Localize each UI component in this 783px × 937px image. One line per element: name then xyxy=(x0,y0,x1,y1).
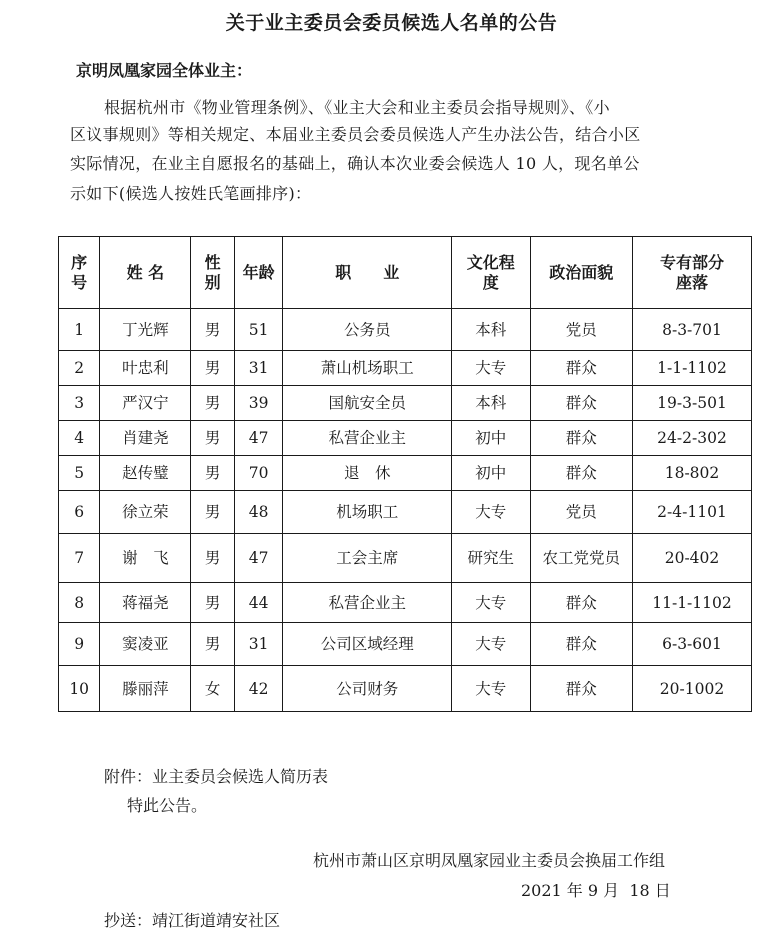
cell-index: 4 xyxy=(59,421,100,456)
cell-name: 滕丽萍 xyxy=(100,666,191,712)
cell-age: 70 xyxy=(234,456,283,491)
cell-occupation: 机场职工 xyxy=(283,491,452,534)
table-row xyxy=(59,351,752,386)
cell-politics: 党员 xyxy=(530,491,632,534)
closing-text: 特此公告。 xyxy=(127,796,208,815)
cell-gender: 男 xyxy=(191,421,234,456)
cell-index: 7 xyxy=(59,534,100,583)
cell-occupation: 公司区域经理 xyxy=(283,623,452,666)
candidate-table xyxy=(58,236,752,712)
cell-address: 20-1002 xyxy=(633,666,752,712)
cell-gender: 男 xyxy=(191,534,234,583)
cell-gender: 男 xyxy=(191,351,234,386)
cell-address: 2-4-1101 xyxy=(633,491,752,534)
cell-index: 5 xyxy=(59,456,100,491)
cc-recipient: 抄送：靖江街道靖安社区 xyxy=(104,911,281,930)
cell-age: 47 xyxy=(234,421,283,456)
cell-address: 18-802 xyxy=(633,456,752,491)
cell-age: 31 xyxy=(234,351,283,386)
cell-name: 窦凌亚 xyxy=(100,623,191,666)
cell-gender: 男 xyxy=(191,386,234,421)
cell-gender: 男 xyxy=(191,623,234,666)
intro-paragraph-line: 示如下(候选人按姓氏笔画排序)： xyxy=(70,184,312,203)
cell-address: 8-3-701 xyxy=(633,309,752,351)
table-row xyxy=(59,309,752,351)
table-header-row xyxy=(59,237,752,309)
cell-index: 10 xyxy=(59,666,100,712)
cell-politics: 群众 xyxy=(530,623,632,666)
cell-address: 11-1-1102 xyxy=(633,583,752,623)
cell-name: 严汉宁 xyxy=(100,386,191,421)
cell-address: 1-1-1102 xyxy=(633,351,752,386)
cell-age: 39 xyxy=(234,386,283,421)
cell-education: 初中 xyxy=(452,421,531,456)
cell-gender: 男 xyxy=(191,583,234,623)
cell-age: 48 xyxy=(234,491,283,534)
cell-education: 研究生 xyxy=(452,534,531,583)
cell-name: 丁光辉 xyxy=(100,309,191,351)
cell-index: 1 xyxy=(59,309,100,351)
cell-age: 47 xyxy=(234,534,283,583)
table-row xyxy=(59,456,752,491)
cell-address: 6-3-601 xyxy=(633,623,752,666)
cell-occupation: 工会主席 xyxy=(283,534,452,583)
cell-politics: 群众 xyxy=(530,351,632,386)
cell-age: 42 xyxy=(234,666,283,712)
cell-age: 44 xyxy=(234,583,283,623)
intro-paragraph-line: 实际情况，在业主自愿报名的基础上，确认本次业委会候选人 10 人，现名单公 xyxy=(70,154,640,173)
issuing-organization: 杭州市萧山区京明凤凰家园业主委员会换届工作组 xyxy=(313,851,666,870)
cell-name: 赵传璧 xyxy=(100,456,191,491)
cell-politics: 群众 xyxy=(530,456,632,491)
cell-index: 3 xyxy=(59,386,100,421)
cell-education: 初中 xyxy=(452,456,531,491)
cell-age: 51 xyxy=(234,309,283,351)
cell-gender: 男 xyxy=(191,456,234,491)
cell-education: 大专 xyxy=(452,666,531,712)
header-education: 文化程 度 xyxy=(452,237,531,309)
cell-education: 本科 xyxy=(452,386,531,421)
header-occupation: 职 业 xyxy=(283,237,452,309)
cell-occupation: 萧山机场职工 xyxy=(283,351,452,386)
cell-name: 叶忠利 xyxy=(100,351,191,386)
cell-name: 肖建尧 xyxy=(100,421,191,456)
cell-occupation: 公司财务 xyxy=(283,666,452,712)
cell-occupation: 国航安全员 xyxy=(283,386,452,421)
intro-paragraph-line: 区议事规则》等相关规定、本届业主委员会委员候选人产生办法公告，结合小区 xyxy=(70,125,641,144)
table-row xyxy=(59,534,752,583)
cell-address: 24-2-302 xyxy=(633,421,752,456)
cell-name: 徐立荣 xyxy=(100,491,191,534)
cell-education: 大专 xyxy=(452,623,531,666)
cell-gender: 男 xyxy=(191,491,234,534)
table-row xyxy=(59,666,752,712)
intro-paragraph-line: 根据杭州市《物业管理条例》、《业主大会和业主委员会指导规则》、《小 xyxy=(104,98,610,117)
cell-name: 谢 飞 xyxy=(100,534,191,583)
cell-gender: 女 xyxy=(191,666,234,712)
cell-index: 6 xyxy=(59,491,100,534)
cell-occupation: 公务员 xyxy=(283,309,452,351)
issue-date: 2021 年 9 月 18 日 xyxy=(521,881,671,900)
header-index: 序 号 xyxy=(59,237,100,309)
cell-politics: 农工党党员 xyxy=(530,534,632,583)
table-row xyxy=(59,583,752,623)
cell-occupation: 私营企业主 xyxy=(283,421,452,456)
table-row xyxy=(59,491,752,534)
cell-index: 9 xyxy=(59,623,100,666)
cell-gender: 男 xyxy=(191,309,234,351)
header-politics: 政治面貌 xyxy=(530,237,632,309)
cell-address: 19-3-501 xyxy=(633,386,752,421)
cell-politics: 党员 xyxy=(530,309,632,351)
page-title: 关于业主委员会委员候选人名单的公告 xyxy=(225,12,558,34)
table-row xyxy=(59,421,752,456)
attachment-note: 附件：业主委员会候选人简历表 xyxy=(104,767,329,786)
table-row xyxy=(59,623,752,666)
cell-index: 8 xyxy=(59,583,100,623)
cell-address: 20-402 xyxy=(633,534,752,583)
cell-occupation: 退 休 xyxy=(283,456,452,491)
cell-politics: 群众 xyxy=(530,583,632,623)
header-address: 专有部分 座落 xyxy=(633,237,752,309)
header-name: 姓 名 xyxy=(100,237,191,309)
cell-education: 大专 xyxy=(452,583,531,623)
cell-name: 蒋福尧 xyxy=(100,583,191,623)
header-age: 年龄 xyxy=(234,237,283,309)
cell-index: 2 xyxy=(59,351,100,386)
cell-politics: 群众 xyxy=(530,666,632,712)
header-gender: 性 别 xyxy=(191,237,234,309)
cell-occupation: 私营企业主 xyxy=(283,583,452,623)
cell-education: 本科 xyxy=(452,309,531,351)
cell-politics: 群众 xyxy=(530,421,632,456)
cell-politics: 群众 xyxy=(530,386,632,421)
salutation: 京明凤凰家园全体业主： xyxy=(76,61,253,80)
cell-education: 大专 xyxy=(452,491,531,534)
cell-age: 31 xyxy=(234,623,283,666)
cell-education: 大专 xyxy=(452,351,531,386)
table-row xyxy=(59,386,752,421)
